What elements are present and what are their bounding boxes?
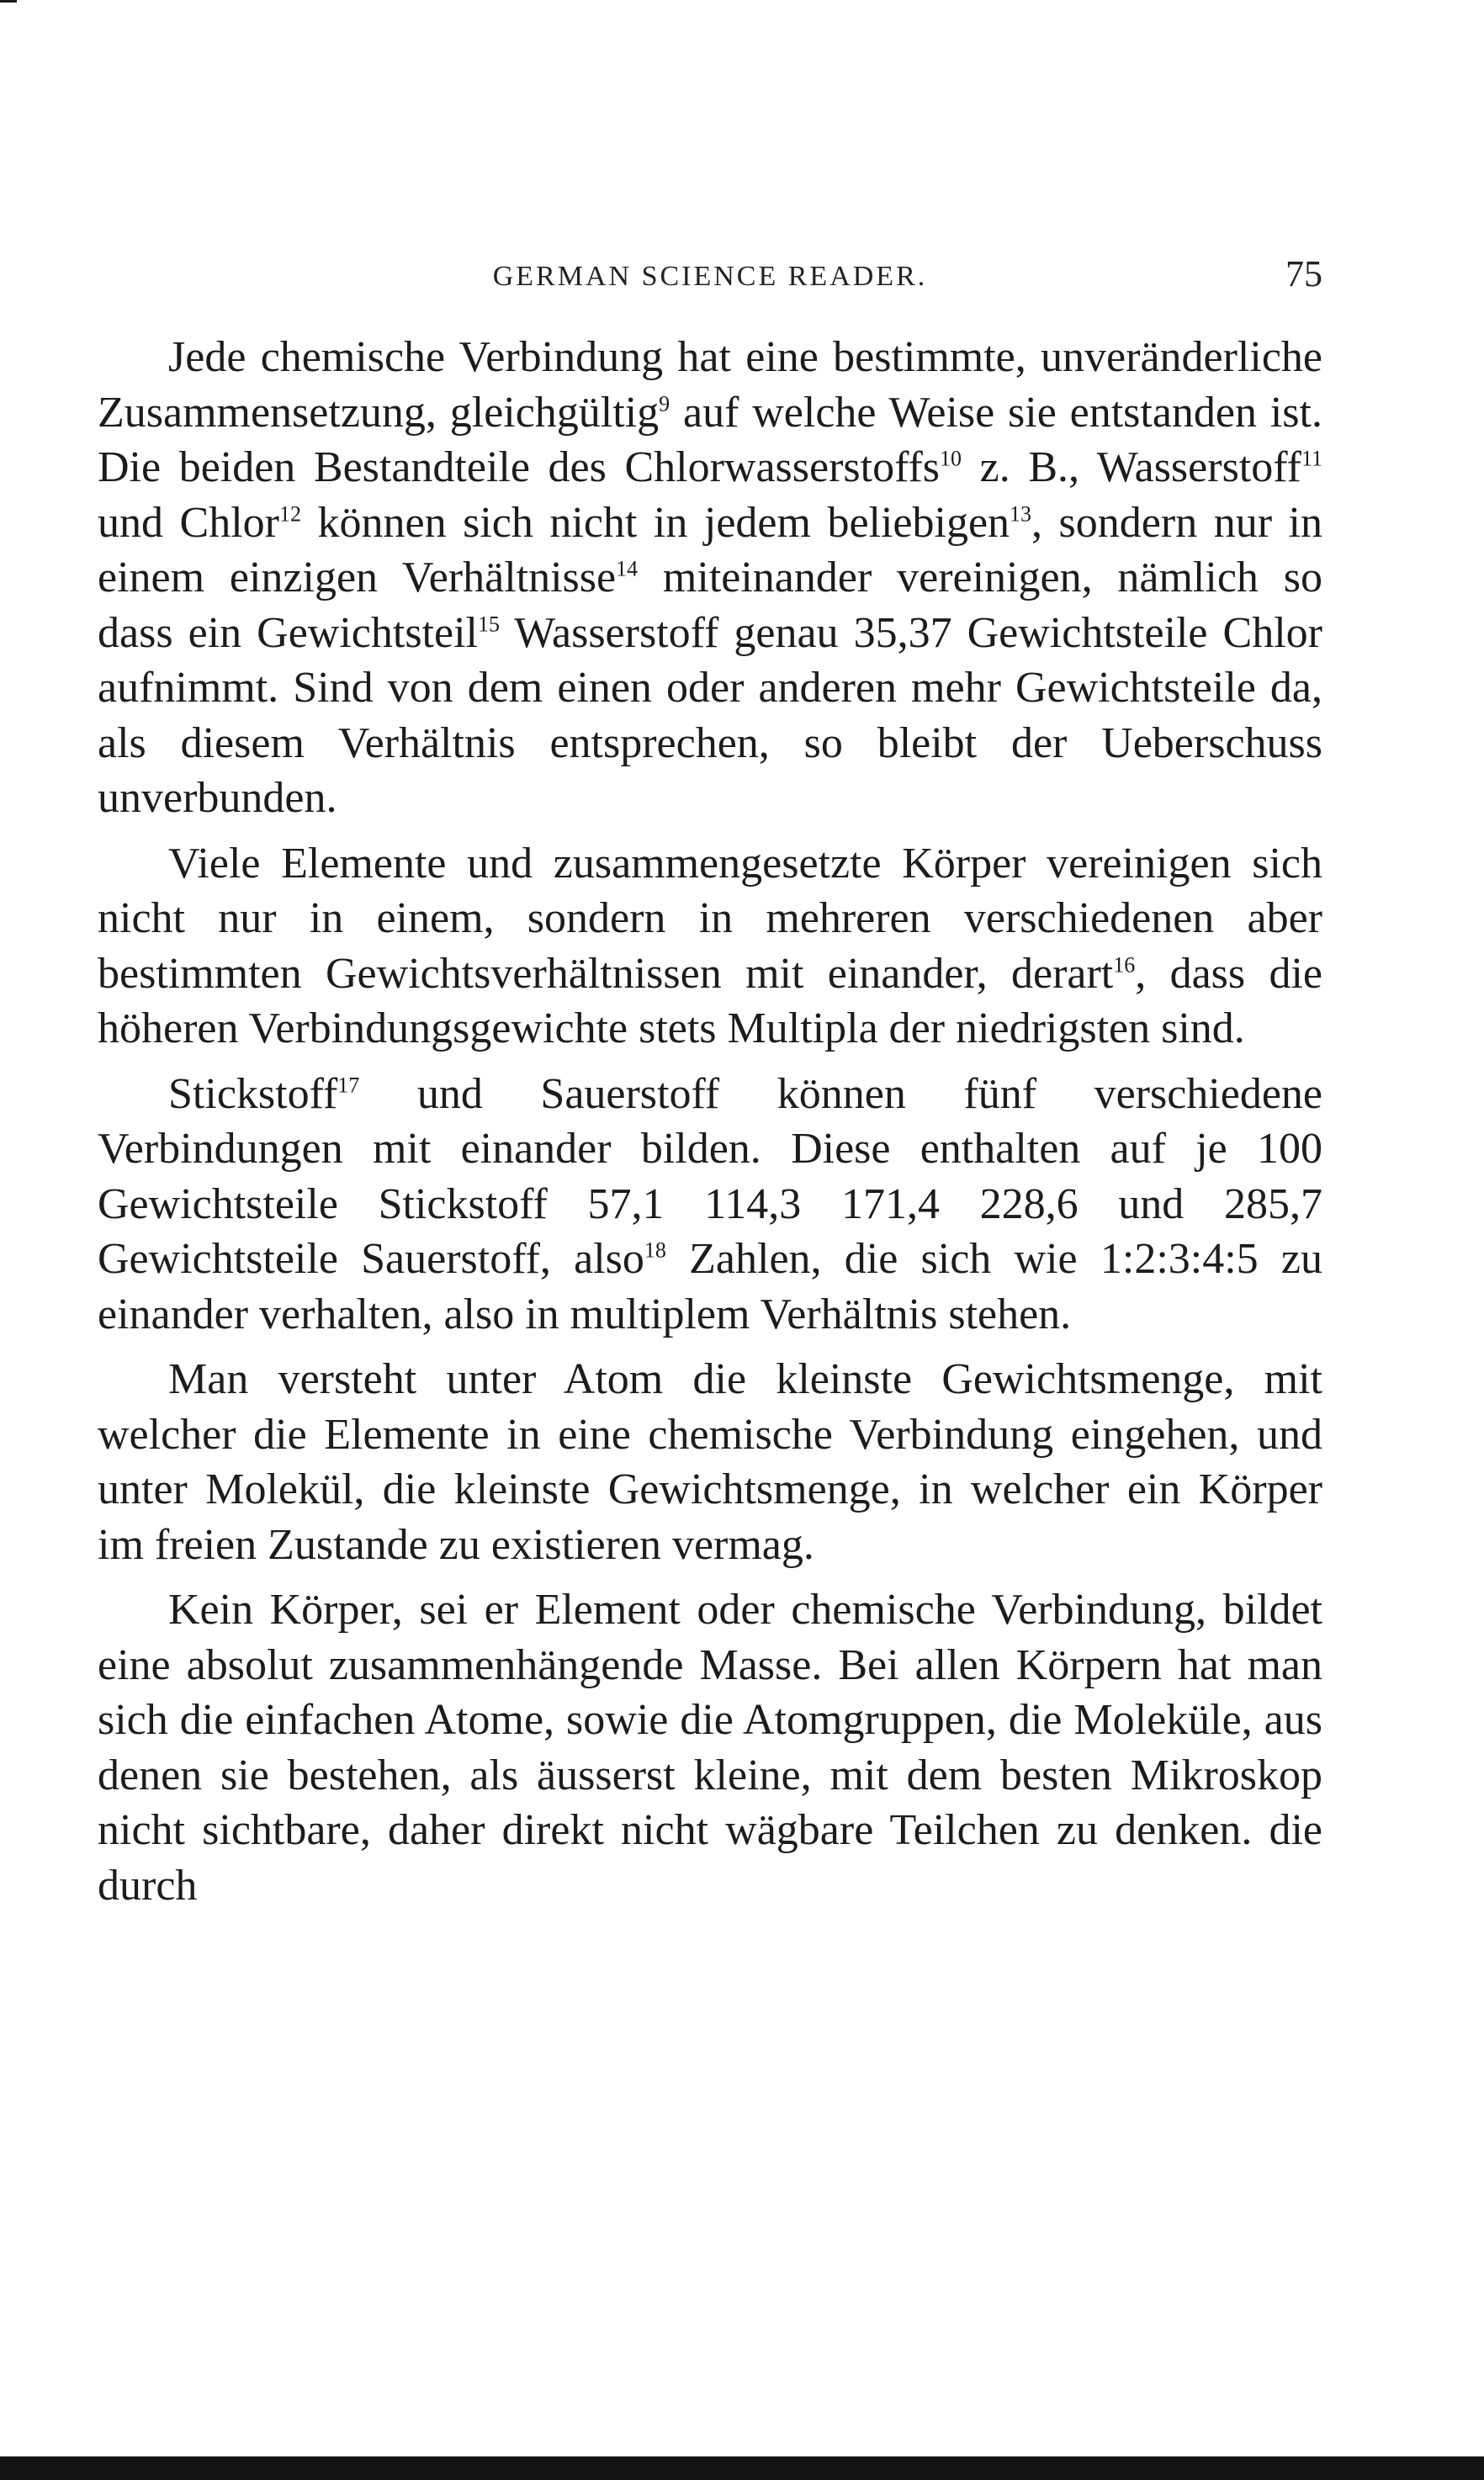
text-run: und Sauerstoff können fünf verschiedene Verbindungen mit einander bilden. Diese enthalten auf je 100 Gewichtsteile Stickstoff 57,1 114,3 171,4 228,6 und 285,7 Gewichtsteile Sauerstoff, also [98,1069,1322,1283]
text-run: Kein Körper, sei er Element oder chemische Verbindung, bildet eine absolut zusammenhängende Masse. Bei allen Körpern hat man sich die einfachen Atome, sowie die Atomgruppen, die Moleküle, aus denen sie bestehen, als äusserst kleine, mit dem besten Mikroskop nicht sichtbare, daher direkt nicht wägbare Teilchen zu denken. die durch [98,1586,1322,1910]
text-run: z. B., Wasserstoff [962,443,1301,491]
footnote-marker: 9 [659,391,670,416]
text-run: auf welche Weise sie entstanden ist. Die beiden Bestandteile des Chlorwasserstoffs [98,388,1322,491]
paragraph-2 [98,836,1322,1057]
page-number: 75 [1285,253,1322,294]
running-head: GERMAN SCIENCE READER. [492,261,928,292]
paragraph-5 [98,1582,1322,1913]
paragraph-1 [98,330,1322,826]
text-run: , sondern nur in einem einzigen Verhältnisse [98,498,1322,601]
page-header [98,252,1322,303]
footnote-marker: 12 [278,501,301,527]
page-edge-top [0,0,17,3]
text-run: Viele Elemente und zusammengesetzte Körper vereinigen sich nicht nur in einem, sondern in mehreren verschiedenen aber bestimmten Gewichtsverhältnissen mit einander, derart [98,839,1322,998]
footnote-marker: 14 [616,556,639,581]
text-run: Man versteht unter Atom die kleinste Gewichtsmenge, mit welcher die Elemente in eine chemische Verbindung eingehen, und unter Molekül, die kleinste Gewichtsmenge, in welcher ein Körper im freien Zustande zu existieren vermag. [98,1355,1322,1569]
footnote-marker: 18 [644,1237,666,1263]
body-text [98,330,1322,1913]
text-run: Wasserstoff genau 35,37 Gewichtsteile Chlor aufnimmt. Sind von dem einen oder anderen mehr Gewichtsteile da, als diesem Verhältnis entsprechen, so bleibt der Ueberschuss unverbunden. [98,608,1322,822]
footnote-marker: 16 [1113,952,1136,978]
paragraph-4 [98,1352,1322,1572]
footnote-marker: 11 [1301,446,1322,471]
text-run: Jede chemische Verbindung hat eine bestimmte, unveränderliche Zusammensetzung, gleichgültig [98,333,1322,437]
footnote-marker: 13 [1010,501,1032,527]
paragraph-3 [98,1067,1322,1343]
text-run: , dass die höheren Verbindungsgewichte stets Multipla der niedrigsten sind. [98,949,1322,1052]
text-run: Zahlen, die sich wie 1:2:3:4:5 zu einander verhalten, also in multiplem Verhältnis stehen. [98,1235,1322,1338]
text-run: miteinander vereinigen, nämlich so dass ein Gewichtsteil [98,554,1322,657]
footnote-marker: 10 [940,446,962,471]
text-run: Stickstoff [168,1069,338,1118]
footnote-marker: 17 [337,1073,360,1098]
footnote-marker: 15 [477,612,500,637]
text-run: können sich nicht in jedem beliebigen [300,498,1010,547]
page-edge-bottom [0,2456,1484,2480]
text-run: und Chlor [98,498,279,547]
